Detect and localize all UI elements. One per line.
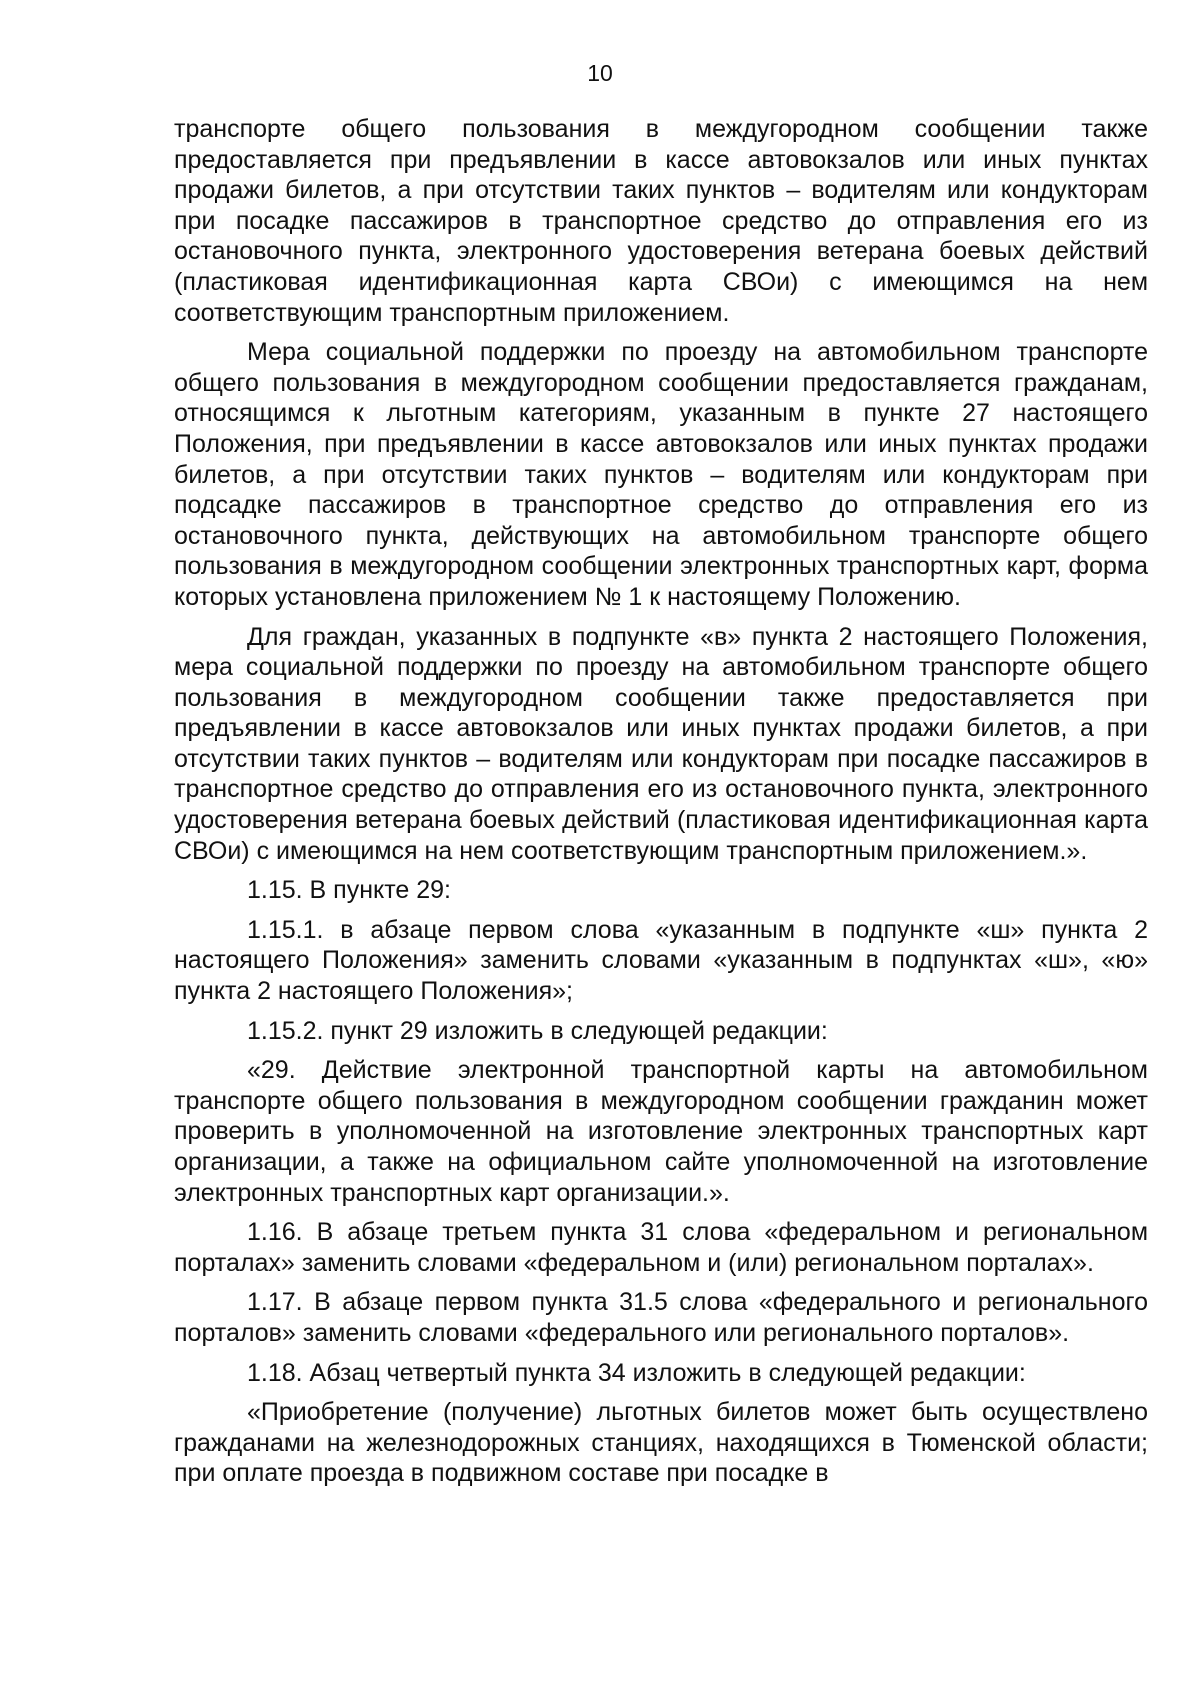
document-body [174,114,1148,1498]
paragraph-9: 1.17. В абзаце первом пункта 31.5 слова «федерального и регионального порталов» заменить словами «федерального или регионального порталов». [174,1288,1148,1347]
paragraph-5: 1.15.1. в абзаце первом слова «указанным в подпункте «ш» пункта 2 настоящего Положения» заменить словами «указанным в подпунктах «ш», «ю» пункта 2 настоящего Положения»; [174,915,1148,1006]
paragraph-4: 1.15. В пункте 29: [247,876,452,905]
paragraph-8: 1.16. В абзаце третьем пункта 31 слова «федеральном и региональном порталах» заменить словами «федеральном и (или) региональном порталах». [174,1218,1148,1277]
paragraph-3: Для граждан, указанных в подпункте «в» пункта 2 настоящего Положения, мера социальной поддержки по проезду на автомобильном транспорте общего пользования в междугородном сообщении также предоставляется при предъявлении в кассе автовокзалов или иных пунктах продажи билетов, а при отсутствии таких пунктов – водителям или кондукторам при посадке пассажиров в транспортное средство до отправления его из остановочного пункта, электронного удостоверения ветерана боевых действий (пластиковая идентификационная карта СВОи) с имеющимся на нем соответствующим транспортным приложением.». [174,622,1148,865]
paragraph-10: 1.18. Абзац четвертый пункта 34 изложить в следующей редакции: [247,1358,1026,1387]
paragraph-7: «29. Действие электронной транспортной карты на автомобильном транспорте общего пользования в междугородном сообщении гражданин может проверить в уполномоченной на изготовление электронных транспортных карт организации, а также на официальном сайте уполномоченной на изготовление электронных транспортных карт организации.». [174,1056,1148,1207]
page-number: 10 [587,60,613,86]
paragraph-1: транспорте общего пользования в междугородном сообщении также предоставляется при предъявлении в кассе автовокзалов или иных пунктах продажи билетов, а при отсутствии таких пунктов – водителям или кондукторам при посадке пассажиров в транспортное средство до отправления его из остановочного пункта, электронного удостоверения ветерана боевых действий (пластиковая идентификационная карта СВОи) с имеющимся на нем соответствующим транспортным приложением. [174,115,1148,327]
paragraph-11: «Приобретение (получение) льготных билетов может быть осуществлено гражданами на железнодорожных станциях, находящихся в Тюменской области; при оплате проезда в подвижном составе при посадке в [174,1398,1148,1488]
paragraph-2: Мера социальной поддержки по проезду на автомобильном транспорте общего пользования в междугородном сообщении предоставляется гражданам, относящимся к льготным категориям, указанным в пункте 27 настоящего Положения, при предъявлении в кассе автовокзалов или иных пунктах продажи билетов, а при отсутствии таких пунктов – водителям или кондукторам при подсадке пассажиров в транспортное средство до отправления его из остановочного пункта, действующих на автомобильном транспорте общего пользования в междугородном сообщении электронных транспортных карт, форма которых установлена приложением № 1 к настоящему Положению. [174,338,1148,611]
paragraph-6: 1.15.2. пункт 29 изложить в следующей редакции: [247,1016,828,1045]
